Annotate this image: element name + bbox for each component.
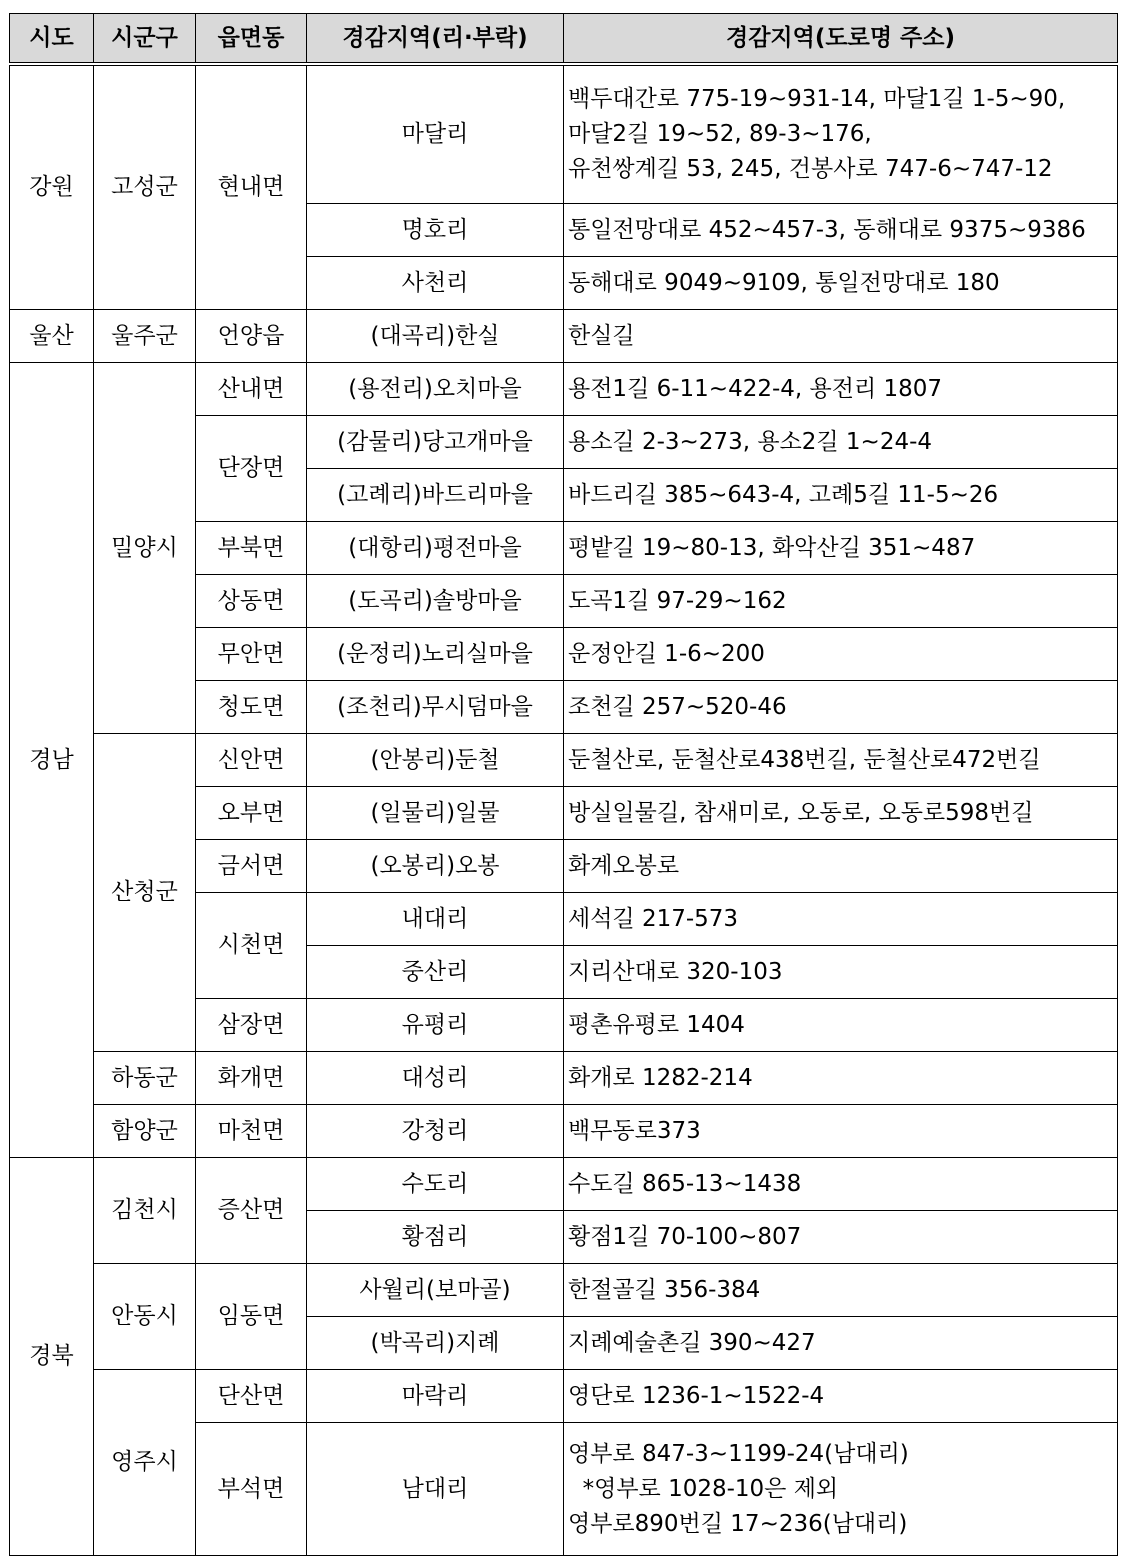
cell-eupmyeondong: 부석면 [196,1423,307,1556]
address-note: *영부로 1028-10은 제외 [568,1475,839,1502]
table-row [10,1264,1118,1317]
cell-sigungu: 밀양시 [94,363,196,734]
cell-area-road [564,64,1118,204]
address-line: 영부로 847-3~1199-24(남대리) [568,1440,909,1467]
table-row [10,1105,1118,1158]
cell-sigungu: 산청군 [94,734,196,1052]
table-row [10,1370,1118,1423]
cell-sido: 경남 [10,363,94,1158]
cell-area-ri: (오봉리)오봉 [307,840,564,893]
cell-area-road: 평촌유평로 1404 [564,999,1118,1052]
cell-area-road: 세석길 217-573 [564,893,1118,946]
cell-area-road: 화개로 1282-214 [564,1052,1118,1105]
cell-area-ri: 유평리 [307,999,564,1052]
cell-area-ri: 명호리 [307,204,564,257]
cell-area-ri: (안봉리)둔철 [307,734,564,787]
cell-area-ri: (운정리)노리실마을 [307,628,564,681]
header-sigungu: 시군구 [94,14,196,65]
cell-area-ri: (일물리)일물 [307,787,564,840]
cell-eupmyeondong: 상동면 [196,575,307,628]
cell-area-road: 지리산대로 320-103 [564,946,1118,999]
cell-eupmyeondong: 임동면 [196,1264,307,1370]
cell-area-road: 도곡1길 97-29~162 [564,575,1118,628]
cell-area-ri: 수도리 [307,1158,564,1211]
cell-area-road: 용전1길 6-11~422-4, 용전리 1807 [564,363,1118,416]
cell-sido: 울산 [10,310,94,363]
cell-area-ri: (용전리)오치마을 [307,363,564,416]
cell-area-ri: 내대리 [307,893,564,946]
cell-area-road: 백무동로373 [564,1105,1118,1158]
cell-area-ri: 중산리 [307,946,564,999]
region-table [9,13,1118,1556]
cell-eupmyeondong: 마천면 [196,1105,307,1158]
cell-eupmyeondong: 시천면 [196,893,307,999]
cell-eupmyeondong: 증산면 [196,1158,307,1264]
cell-sigungu: 함양군 [94,1105,196,1158]
cell-sigungu: 안동시 [94,1264,196,1370]
header-area-ri: 경감지역(리·부락) [307,14,564,65]
address-line: 영부로890번길 17~236(남대리) [568,1510,908,1537]
cell-area-ri: 강청리 [307,1105,564,1158]
cell-eupmyeondong: 단장면 [196,416,307,522]
cell-sigungu: 고성군 [94,64,196,310]
cell-sigungu: 하동군 [94,1052,196,1105]
cell-eupmyeondong: 청도면 [196,681,307,734]
address-line: 유천쌍계길 53, 245, 건봉사로 747-6~747-12 [568,156,1053,182]
cell-area-ri: 사월리(보마골) [307,1264,564,1317]
table-body [10,64,1118,1556]
header-area-road: 경감지역(도로명 주소) [564,14,1118,65]
cell-area-ri: 황점리 [307,1211,564,1264]
header-row [10,14,1118,65]
cell-eupmyeondong: 언양읍 [196,310,307,363]
cell-area-road: 화계오봉로 [564,840,1118,893]
cell-sido: 경북 [10,1158,94,1556]
cell-area-ri: 마달리 [307,64,564,204]
cell-sido: 강원 [10,64,94,310]
cell-area-road: 통일전망대로 452~457-3, 동해대로 9375~9386 [564,204,1118,257]
cell-sigungu: 영주시 [94,1370,196,1556]
cell-eupmyeondong: 무안면 [196,628,307,681]
cell-eupmyeondong: 화개면 [196,1052,307,1105]
cell-area-road: 동해대로 9049~9109, 통일전망대로 180 [564,257,1118,310]
cell-area-ri: 마락리 [307,1370,564,1423]
cell-area-road: 수도길 865-13~1438 [564,1158,1118,1211]
cell-eupmyeondong: 신안면 [196,734,307,787]
cell-area-road: 방실일물길, 참새미로, 오동로, 오동로598번길 [564,787,1118,840]
cell-area-road: 지례예술촌길 390~427 [564,1317,1118,1370]
cell-area-road: 조천길 257~520-46 [564,681,1118,734]
table-row [10,1052,1118,1105]
cell-area-road: 바드리길 385~643-4, 고례5길 11-5~26 [564,469,1118,522]
address-line: 마달2길 19~52, 89-3~176, [568,121,872,147]
cell-area-ri: (박곡리)지례 [307,1317,564,1370]
cell-eupmyeondong: 오부면 [196,787,307,840]
cell-eupmyeondong: 산내면 [196,363,307,416]
cell-area-ri: (도곡리)솔방마을 [307,575,564,628]
table-row [10,1158,1118,1211]
cell-area-ri: (감물리)당고개마을 [307,416,564,469]
table-row [10,363,1118,416]
cell-eupmyeondong: 금서면 [196,840,307,893]
cell-eupmyeondong: 부북면 [196,522,307,575]
cell-area-road: 영단로 1236-1~1522-4 [564,1370,1118,1423]
cell-area-road: 둔철산로, 둔철산로438번길, 둔철산로472번길 [564,734,1118,787]
cell-area-road: 평밭길 19~80-13, 화악산길 351~487 [564,522,1118,575]
cell-area-road: 황점1길 70-100~807 [564,1211,1118,1264]
cell-area-ri: 사천리 [307,257,564,310]
cell-area-ri: 대성리 [307,1052,564,1105]
cell-area-road [564,1423,1118,1556]
table-row [10,734,1118,787]
cell-eupmyeondong: 단산면 [196,1370,307,1423]
cell-eupmyeondong: 현내면 [196,64,307,310]
table-header [10,14,1118,65]
header-sido: 시도 [10,14,94,65]
cell-area-road: 한절골길 356-384 [564,1264,1118,1317]
table-row [10,64,1118,204]
header-eupmyeondong: 읍면동 [196,14,307,65]
cell-sigungu: 김천시 [94,1158,196,1264]
cell-area-ri: (대항리)평전마을 [307,522,564,575]
cell-area-ri: 남대리 [307,1423,564,1556]
cell-eupmyeondong: 삼장면 [196,999,307,1052]
cell-area-road: 한실길 [564,310,1118,363]
cell-area-road: 운정안길 1-6~200 [564,628,1118,681]
cell-area-ri: (고례리)바드리마을 [307,469,564,522]
table-row [10,310,1118,363]
cell-area-ri: (대곡리)한실 [307,310,564,363]
cell-sigungu: 울주군 [94,310,196,363]
cell-area-road: 용소길 2-3~273, 용소2길 1~24-4 [564,416,1118,469]
address-line: 백두대간로 775-19~931-14, 마달1길 1-5~90, [568,86,1066,112]
cell-area-ri: (조천리)무시덤마을 [307,681,564,734]
